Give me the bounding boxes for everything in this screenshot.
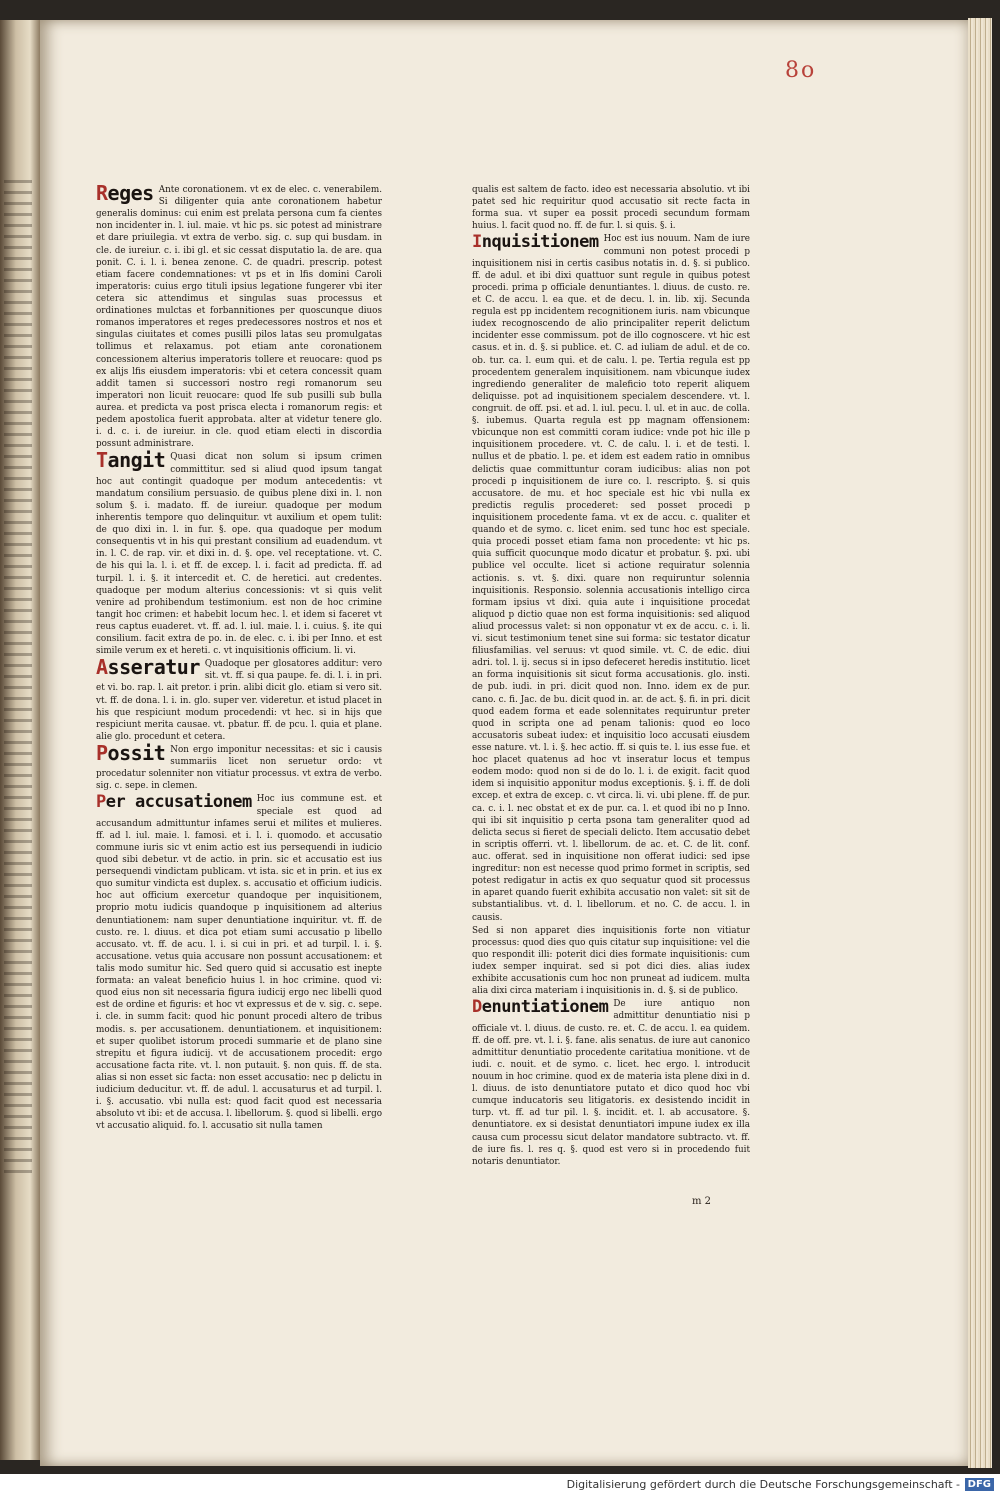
gloss-text: Sed si non apparet dies inquisitionis forte non vitiatur processus: quod dies quo quis citatur sup inquisitione: vel die quo respondit illi: poterit dici dies formate inquisitionis: cum iudex semper inquirat. sed si pot dici dies. alias iudex exhibite accusationis cum hoc non pruneat ad iudicem. multa alia dixi circa materiam i inquisitionis in. d. §. si de publico. (472, 925, 750, 997)
gloss-text: De iure antiquo non admittitur denuntiatio nisi p officiale vt. l. diuus. de custo. re. et. C. de accu. l. ea quidem. ff. de off. pre. vt. l. i. §. fane. alis senatus. de iure aut canonico admittitur denuntiatio procedente caritatiua monitione. vt de iudi. c. nouit. et de symo. c. licet. hec ergo. l. introducit nouum in hoc crimine. quod ex de materia ista plene dixi in d. l. diuus. de isto denuntiatore putato et dico quod hoc vbi cumque inducatoris seu litigatoris. ex desistendo incidit in turp. vt. ff. ad tur pil. l. §. incidit. et. l. ab accusatore. §. denuntiatore. ex si desistat denuntiatori impune iudex ex illa causa cum processu sicut delator mandatore subtracto. vt. ff. de iure fis. l. res q. §. quod est vero si in procedendo fuit notaris denuntiator. (472, 999, 751, 1167)
gloss-block (96, 181, 382, 450)
gloss-text: Quadoque per glosatores additur: vero sit. vt. ff. si qua paupe. fe. di. l. i. in pri. et vi. bo. rap. l. ait pretor. i prin. alibi dicit glo. etiam si vero sit. vt. ff. de dona. l. i. in. glo. super ver. videretur. et istud placet in his que respiciunt modum procedendi: vt hec. si in hijs que respiciunt merita causae. vt. pbatur. ff. de pcu. l. quia et plane. alie glo. procedunt et cetera. (96, 659, 382, 742)
footer-bar (0, 1474, 1000, 1498)
gloss-text: Quasi dicat non solum si ipsum crimen committitur. sed si aliud quod ipsum tangat hoc aut contingit quadoque per modum antecedentis: vt mandatum consilium persuasio. de quibus plene dixi in. l. non solum §. i. madato. ff. de iureiur. quadoque per modum inherentis tempore quo delinquitur. vt auxilium et opem tulit: de quo dixi in. l. in fur. §. ope. qua quadoque per modum consequentis vt in his qui prestant consilium ad euadendum. vt in. l. C. de rap. vir. et dixi in. d. §. ope. vel receptatione. vt. C. de his qui la. l. i. et ff. de excep. l. i. facit ad predicta. ff. ad turpil. l. i. §. it intercedit et. C. de heretici. aut credentes. quadoque per modum alterius concessionis: vt si quis velit venire ad prohibendum testimonium. est non de hoc crimine tangit hoc crimen: et habebit locum hec. l. et idem si faceret vt reus captus euaderet. vt. ff. ad. l. iul. maie. l. i. cuius. §. ite qui consilium. facit extra de po. in. de elec. c. i. ibi per Inno. et est simile verum ex et hereti. c. vt inquisitionis officium. li. vi. (96, 452, 382, 657)
lemma-heading: Inquisitionem (472, 232, 599, 253)
gloss-block (472, 184, 750, 232)
lemma-heading: Denuntiationem (472, 997, 609, 1018)
dfg-logo: DFG (965, 1478, 994, 1491)
facing-page-text (4, 180, 32, 1180)
lemma-heading: Per accusationem (96, 792, 252, 813)
signature-mark: m 2 (692, 1196, 712, 1207)
gloss-block (472, 233, 750, 923)
left-text-column (96, 181, 382, 1134)
page-block-edge (968, 18, 992, 1468)
gloss-block (96, 655, 382, 743)
gloss-text: Ante coronationem. vt ex de elec. c. venerabilem. Si diligenter quia ante coronationem habetur generalis dominus: cui enim est prelata persona cum fa cientes non incidenter in. l. iul. maie. vt hic ps. sic potest ad ministrare et dare priuilegia. vt extra de verbo. sig. c. sup qui busdam. in cle. de iureiur. c. i. ibi gl. et sic cessat disputatio la. de are. qua ponit. C. i. l. i. benea zenone. C. de quadri. prescrip. potest etiam facere condemnationes: vt ps et in lfis domini Caroli imperatoris: cuius ergo tituli ipsius legatione fungerer vbi iter cetera sic attendimus et singulas suas processus et ordinationes mulctas et forbannitiones per quoscunque diuos romanos imperatores et reges predecessores nostros et nos et singulas ciuitates et comes pusilli pilos latas seu promulgatas tollimus et relaxamus. pot etiam ante coronationem concessionem alterius imperatoris tollere et reuocare: quod ps ex alijs lfis eiusdem imperatoris: vbi et cetera concessit quam addit tamen si successori nostro regi romanorum seu imperatori non licuit reuocare: quod lfe sub pusilli sub bulla aurea. et predicta va post prisca electa i romanorum regis: et pedem apostolica fuerit approbata. alter at videtur tenere glo. i. d. c. i. de iureiur. in cle. quod etiam electi in discordia possunt administrare. (96, 185, 382, 450)
gloss-text: Hoc est ius nouum. Nam de iure communi non potest procedi p inquisitionem nisi in certis casibus notatis in. d. §. si publico. ff. de adul. et ibi dixi quattuor sunt regule in quibus potest procedi. prima p officiale denuntiantes. l. diuus. de custo. re. et C. de accu. l. ea que. et de decu. l. in. lib. xij. Secunda regula est pp incidentem recognitionem iuris. nam vbicunque iudex recognoscendo de alio principaliter reperit delictum incidenter esse commissum. pot de illo cognoscere. vt hic est casus. et in. d. §. si publice. et. C. ad iuliam de adul. et de co. ob. tur. ca. l. eum qui. et de calu. l. pe. Tertia regula est pp procedentem generalem inquisitionem. nam vbicunque iudex ingrediendo generaliter de maleficio toto reperit aliquem deliquisse. pot ad inquisitionem specialem descendere. vt. l. congruit. de off. psi. et ad. l. iul. pecu. l. ul. et in auc. de colla. §. iubemus. Quarta regula est pp magnam offensionem: vbicunque non est committi coram iudice: vnde pot hic ille p inquisitionem procedere. vt. C. de calu. l. i. et de testi. l. nullus et de pbatio. l. pe. et idem est eadem ratio in omnibus delictis quae committuntur coram iudicibus: alias non pot procedi p inquisitionem de iure co. l. rescripto. §. si quis accusatore. de mu. et hoc speciale est hic vbi nulla ex predictis regulis procederet: sed posset procedi p inquisitionem procedente fama. vt ex de accu. c. qualiter et quando et de symo. c. licet enim. sed tunc hoc est speciale. quia procedi posset etiam fama non procedente: vt hic ps. quia sufficit quocunque modo dicatur et probatur. §. pxi. ubi publice vel occulte. licet si actione requiratur solennia actionis. s. vt. §. dixi. quare non requiruntur solennia inquisitionis. Responsio. solennia accusationis intelligo circa formam ipsius vt dixi. quia aute i inquisitione procedat aliquod p dictio quae non est forma inquisitionis: sed aliquod aliud processus valet: si non opponatur vt ex de accu. c. i. li. vi. sicut testimonium tenet sine sui forma: sic testator dicatur filiusfamilias. vel seruus: vt quod simile. vt. C. de edic. diui adri. tol. l. ij. secus si in ipso defeceret heredis institutio. licet an forma inquisitionis sit sicut forma accusationis. glo. insti. de pub. iudi. in pri. dicit quod non. Inno. idem ex de pur. cano. c. fi. Jac. de bu. dicit quod in. ar. de act. §. fi. in pri. dicit quod eadem forma et eade solennitates requiruntur preter quod in scripta one ad penam talionis: quod eo loco accusatoris subeat iudex: et inquisitio loco accusati eiusdem esse nature. vt. l. i. §. hec actio. ff. si quis te. l. ius esse fue. et hoc placet quatenus ad hoc vt inseratur locus et tempus eodem modo: quod non si de do lo. l. i. de exigit. facit quod idem si inquisitio apponitur modus exceptionis. §. i. ff. de doli excep. et extra de excep. c. vt circa. li. vi. ubi plene. ff. de pur. ca. c. i. l. nec obstat et ex de pur. ca. l. et quod ibi no p Inno. qui ibi sit inquisitio p certa psona tam generaliter quod ad delicta secus si fieret de speciali delicto. Item accusatio debet in scriptis offerri. vt. l. libellorum. de ac. et. C. de lit. conf. auc. offerat. sed in inquisitione non offerat iudici: sed ipse ingreditur: non est necesse quod primo formet in scriptis, sed potest redigatur in actis ex quo sequatur quod sit processus in aparet quando fuerit exhibita accusatio non valet: sit sit de substantialibus. vt. d. l. libellorum. et no. C. de accu. l. in causis. (472, 234, 750, 923)
gloss-text: qualis est saltem de facto. ideo est necessaria absolutio. vt ibi patet sed hic requiritur quod accusatio sit recte facta in forma sua. vt super ea possit procedi secundum formam huius. l. facit quod no. ff. de fur. l. si quis. §. i. (472, 185, 750, 232)
gloss-block (96, 741, 382, 792)
gloss-text: Non ergo imponitur necessitas: et sic i causis summariis licet non seruetur ordo: vt procedatur solenniter non vitiatur processus. vt extra de verbo. sig. c. sepe. in clemen. (96, 745, 382, 792)
lemma-heading: Asseratur (96, 655, 200, 680)
lemma-heading: Tangit (96, 448, 166, 473)
lemma-heading: Reges (96, 181, 154, 205)
gloss-block (96, 448, 382, 657)
gloss-block (472, 925, 750, 998)
gloss-text: Hoc ius commune est. et speciale est quod ad accusandum admittuntur infames serui et milites et mulieres. ff. ad l. iul. maie. l. famosi. et i. l. i. quomodo. et accusatio commune iuris sic vt enim actio est ius persequendi in iudicio quod sibi debetur. vt de actio. in prin. sic et accusatio est ius persequendi vindictam publicam. vt ista. sic et in prin. et ius ex quo sumitur vindicta est duplex. s. accusatio et officium iudicis. hoc aut officium exercetur quandoque per inquisitionem, proprio motu iudicis quandoque p inquisitionem ad alterius denuntiationem: nam super denuntiatione inquiritur. vt. ff. de custo. re. l. diuus. et dica pot etiam sumi accusatio p libello accusato. vt. ff. de acu. l. i. si cui in pri. et ad turpil. l. i. §. accusatione. vetus quia accusare non possunt accusationem: et talis modo sumitur hic. Sed quero quid si accusatio est inepte formata: an valeat beneficio huius l. in hoc crimine. quod vi: quod eius non sit necessaria figura iudicij ergo nec libelli quod est de ordine et figuris: et hoc vt expressus et de v. sig. c. sepe. i. cle. in summ facit: quod hic ponunt procedi altero de tribus modis. s. per accusationem. denuntiationem. et inquisitionem: et super quolibet istorum procedi summarie et de plano sine strepitu et figura iudicij. vt de accusationem procedit: ergo accusatione facta rite. vt. l. non putauit. §. non quis. ff. de sta. alias si non esset sic facta: non esset accusatio: nec p delictu in iudicium deducitur. vt. ff. de adul. l. accusaturus et ad turpil. l. i. §. accusatio. vbi nulla est: quod facit quod est necessaria absoluto vt ibi: et de accusa. l. libellorum. §. quod si libelli. ergo vt accusatio aliquid. fo. l. accusatio sit nulla tamen (96, 794, 382, 1132)
right-text-column (472, 184, 750, 1169)
folio-number: 8o (785, 58, 817, 83)
gloss-block (96, 793, 382, 1132)
facing-page-edge (0, 20, 40, 1460)
footer-credit: Digitalisierung gefördert durch die Deutsche Forschungsgemeinschaft - (566, 1478, 960, 1491)
gloss-block (472, 998, 750, 1168)
lemma-heading: Possit (96, 741, 166, 766)
